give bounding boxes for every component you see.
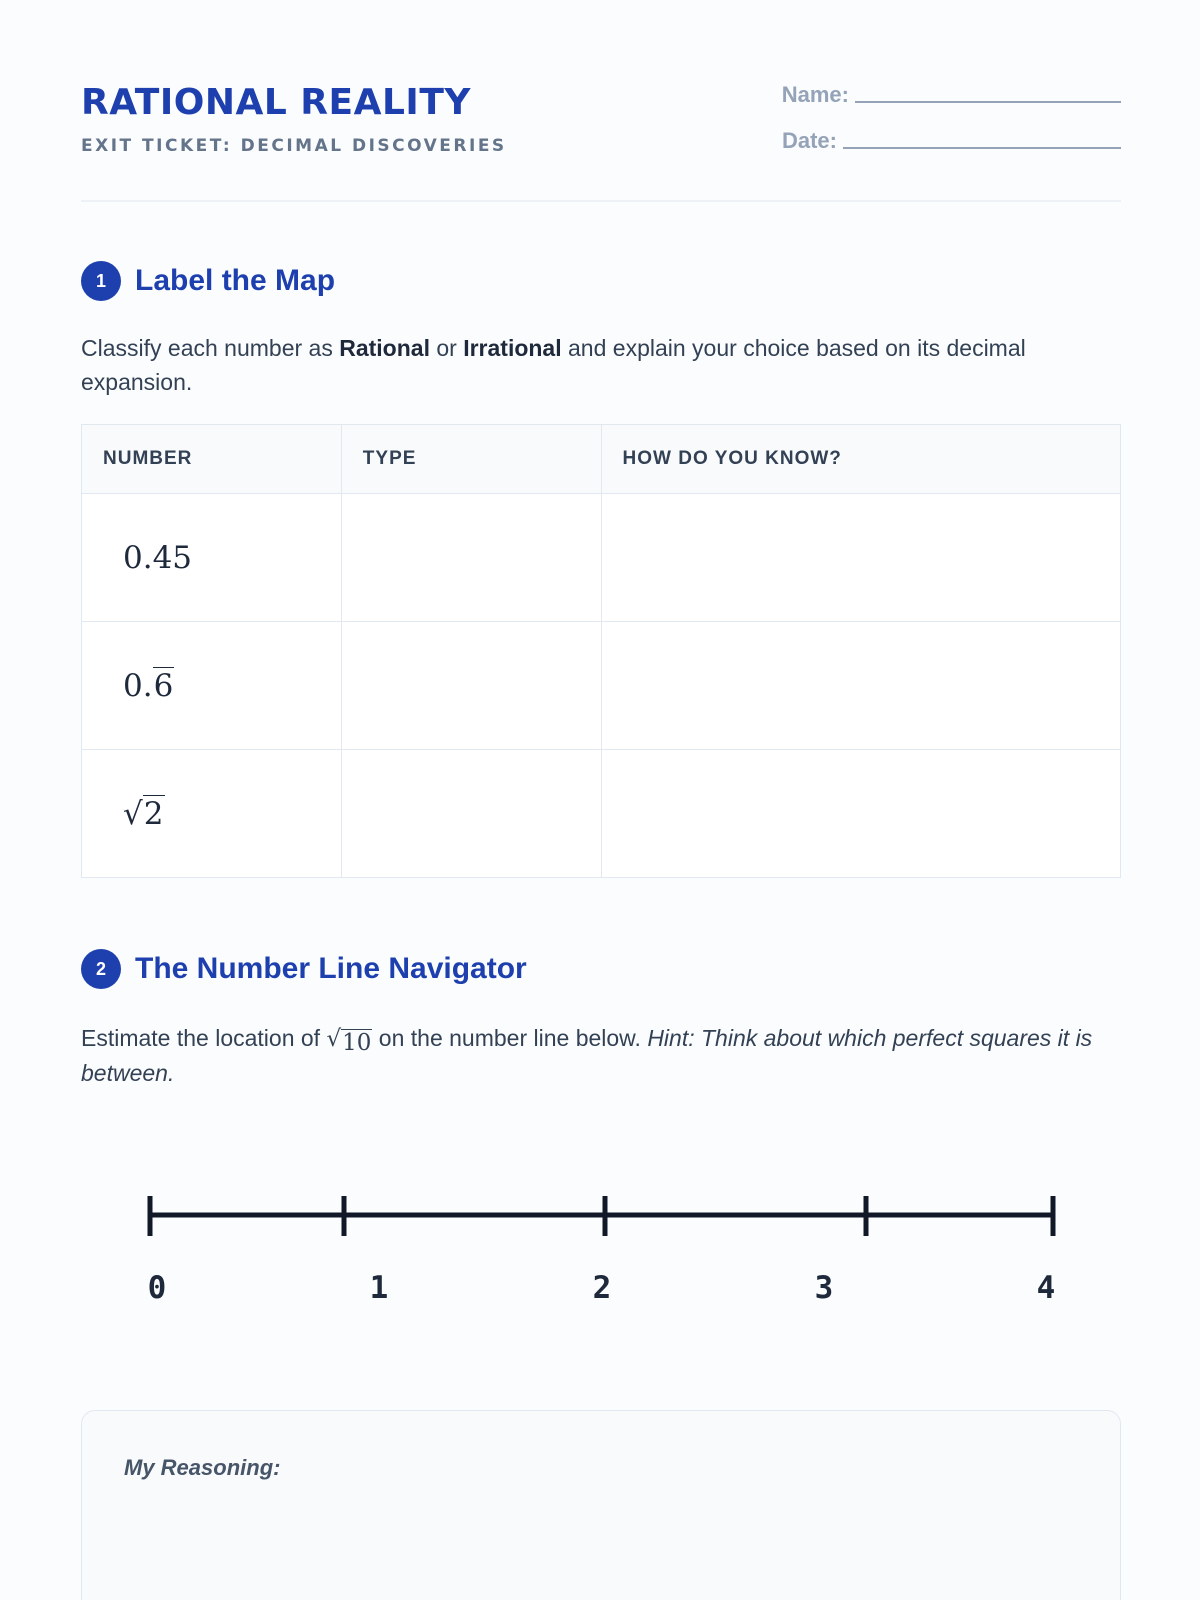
decimal-base: 0. [123, 667, 153, 704]
reason-answer-cell[interactable] [601, 494, 1120, 622]
instruction-text: or [429, 335, 464, 361]
number-cell [82, 750, 342, 878]
instruction-text: Estimate the location of [81, 1025, 327, 1051]
name-field[interactable] [782, 82, 1121, 108]
column-header-type: TYPE [341, 425, 601, 494]
date-label: Date: [781, 128, 837, 153]
date-field[interactable] [782, 128, 1121, 154]
column-header-how-do-you-know: HOW DO YOU KNOW? [601, 425, 1120, 494]
worksheet-subtitle: EXIT TICKET: DECIMAL DISCOVERIES [81, 136, 507, 156]
table-row [82, 494, 1121, 622]
classification-table [81, 424, 1121, 878]
reasoning-box[interactable] [81, 1410, 1121, 1600]
tick-label: 0 [147, 1270, 167, 1306]
name-label: Name: [781, 82, 849, 107]
number-cell: 0.45 [82, 494, 342, 622]
instruction-text: on the number line below. [372, 1025, 648, 1051]
square-root-expression [326, 1022, 372, 1056]
repeating-digit: 6 [153, 667, 174, 704]
table-header-row [82, 425, 1121, 494]
radical-sign: √ [326, 1026, 342, 1052]
radical-sign: √ [123, 796, 143, 832]
type-answer-cell[interactable] [341, 494, 601, 622]
table-row [82, 750, 1121, 878]
section-number-badge: 2 [81, 949, 121, 989]
reasoning-label: My Reasoning: [124, 1455, 281, 1480]
reason-answer-cell[interactable] [601, 750, 1120, 878]
type-answer-cell[interactable] [341, 622, 601, 750]
number-line[interactable] [81, 1180, 1121, 1320]
name-blank-line[interactable] [855, 101, 1121, 103]
section-2-instructions [81, 1021, 1121, 1090]
instruction-text: Classify each number as [81, 335, 340, 361]
section-number-badge: 1 [81, 261, 121, 301]
worksheet-title: RATIONAL REALITY [81, 82, 471, 123]
number-line-graphic[interactable] [81, 1180, 1121, 1240]
square-root-expression [123, 795, 165, 832]
tick-label: 3 [814, 1270, 834, 1306]
exit-ticket-page [81, 0, 1121, 1600]
number-cell [82, 622, 342, 750]
section-2-heading [81, 949, 527, 989]
instruction-emphasis-rational: Rational [339, 335, 430, 361]
date-blank-line[interactable] [843, 147, 1121, 149]
type-answer-cell[interactable] [341, 750, 601, 878]
instruction-emphasis-irrational: Irrational [463, 335, 562, 361]
section-1-heading [81, 261, 335, 301]
tick-label: 1 [369, 1270, 389, 1306]
reason-answer-cell[interactable] [601, 622, 1120, 750]
tick-label: 4 [1036, 1270, 1056, 1306]
table-row [82, 622, 1121, 750]
header-divider [81, 200, 1121, 202]
tick-label: 2 [592, 1270, 612, 1306]
column-header-number: NUMBER [82, 425, 342, 494]
instruction-text: and explain your choice based on its decimal expansion. [81, 335, 1026, 395]
section-title: The Number Line Navigator [135, 952, 527, 985]
section-1-instructions [81, 331, 1121, 399]
radicand: 10 [342, 1030, 372, 1056]
radicand: 2 [143, 796, 164, 832]
hint-text: Hint: Think about which perfect squares it is between. [81, 1025, 1093, 1086]
section-title: Label the Map [135, 264, 336, 297]
